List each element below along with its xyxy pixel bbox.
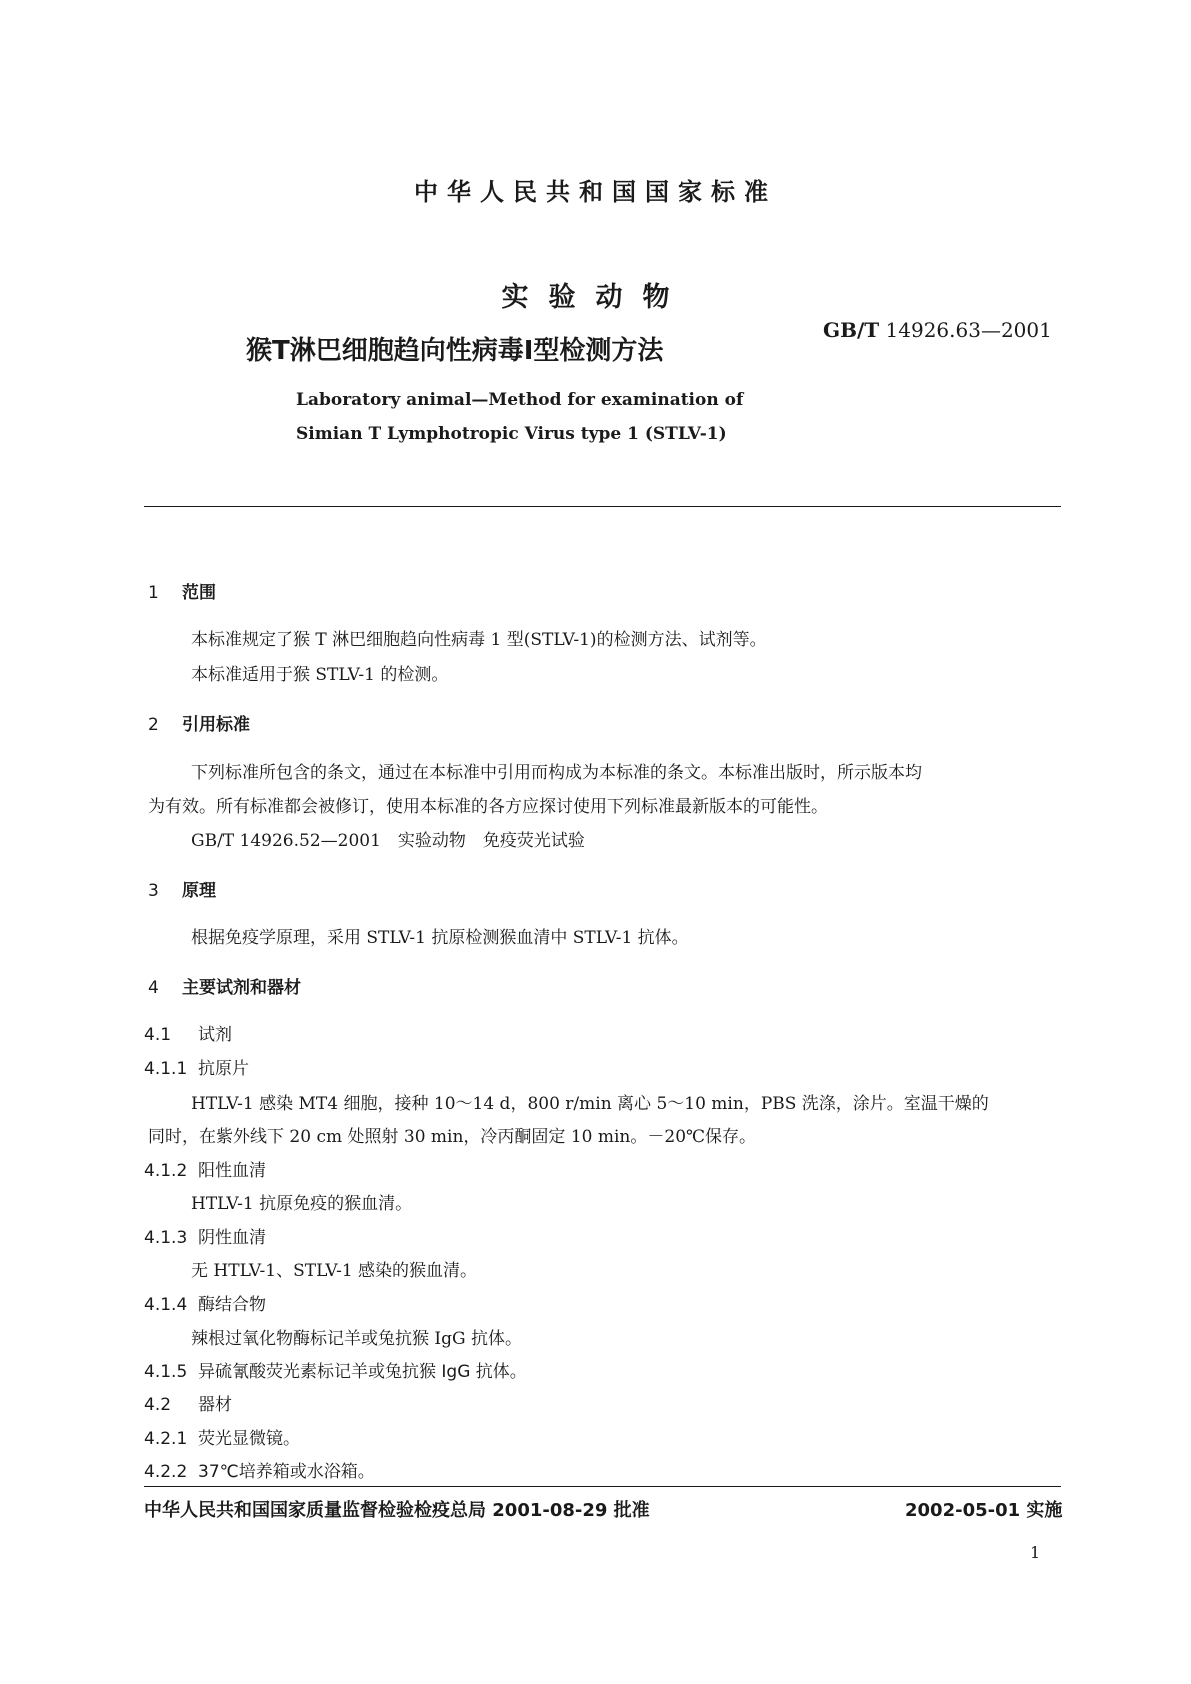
section-2-heading: [148, 710, 250, 735]
item-number: 4.2.1: [144, 1429, 188, 1449]
section-number: 2: [148, 715, 159, 735]
section-2-paragraph-line2: 为有效。所有标准都会被修订，使用本标准的各方应探讨使用下列标准最新版本的可能性。: [148, 797, 828, 817]
section-title: 引用标准: [182, 715, 250, 735]
section-2-reference: GB/T 14926.52—2001 实验动物 免疫荧光试验: [191, 831, 585, 851]
item-number: 4.1: [144, 1025, 172, 1045]
standard-number-code: 14926.63—2001: [885, 318, 1052, 342]
item-4-2: [144, 1390, 232, 1415]
standard-number: [823, 318, 1052, 342]
item-label: 异硫氰酸荧光素标记羊或兔抗猴 IgG 抗体。: [198, 1362, 527, 1382]
item-4-1-2-text: HTLV-1 抗原免疫的猴血清。: [191, 1194, 413, 1214]
item-number: 4.1.4: [144, 1295, 188, 1315]
item-label: 荧光显微镜。: [198, 1429, 300, 1449]
section-title: 范围: [182, 583, 216, 603]
section-title: 原理: [182, 881, 216, 901]
item-number: 4.2: [144, 1395, 172, 1415]
section-1-heading: [148, 578, 216, 603]
title-english-line1: Laboratory animal—Method for examination of: [296, 390, 744, 410]
item-number: 4.1.5: [144, 1362, 188, 1382]
item-4-1-3: [144, 1223, 266, 1248]
section-3-paragraph: 根据免疫学原理，采用 STLV-1 抗原检测猴血清中 STLV-1 抗体。: [191, 928, 689, 948]
item-4-1-1-text-line1: HTLV-1 感染 MT4 细胞，接种 10～14 d，800 r/min 离心 5～10 min，PBS 洗涤，涂片。室温干燥的: [191, 1094, 989, 1114]
title-chinese-line1: 实验动物: [501, 282, 690, 313]
item-label: 试剂: [198, 1025, 232, 1045]
title-chinese-line2: 猴T淋巴细胞趋向性病毒Ⅰ型检测方法: [246, 336, 664, 366]
section-title: 主要试剂和器材: [182, 978, 301, 998]
item-4-1: [144, 1020, 232, 1045]
item-4-1-1: [144, 1054, 249, 1079]
header-divider: [144, 506, 1061, 507]
item-4-1-1-text-line2: 同时，在紫外线下 20 cm 处照射 30 min，冷丙酮固定 10 min。－20℃保存。: [148, 1127, 757, 1147]
item-label: 器材: [198, 1395, 232, 1415]
item-label: 阳性血清: [198, 1161, 266, 1181]
item-4-2-1: [144, 1424, 300, 1449]
section-number: 3: [148, 881, 159, 901]
section-1-paragraph-1: 本标准规定了猴 T 淋巴细胞趋向性病毒 1 型(STLV-1)的检测方法、试剂等。: [191, 630, 767, 650]
item-number: 4.1.2: [144, 1161, 188, 1181]
national-standard-header: 中华人民共和国国家标准: [414, 178, 777, 206]
page-number: 1: [1030, 1543, 1041, 1562]
standard-number-prefix: GB/T: [823, 318, 880, 342]
section-1-paragraph-2: 本标准适用于猴 STLV-1 的检测。: [191, 665, 449, 685]
item-number: 4.1.3: [144, 1228, 188, 1248]
approval-statement: 中华人民共和国国家质量监督检验检疫总局 2001-08-29 批准: [144, 1500, 650, 1521]
section-3-heading: [148, 876, 216, 901]
item-4-1-3-text: 无 HTLV-1、STLV-1 感染的猴血清。: [191, 1261, 478, 1281]
item-label: 抗原片: [198, 1059, 249, 1079]
item-number: 4.2.2: [144, 1462, 188, 1482]
implementation-date: 2002-05-01 实施: [905, 1500, 1063, 1521]
section-2-paragraph-line1: 下列标准所包含的条文，通过在本标准中引用而构成为本标准的条文。本标准出版时，所示版本均: [191, 763, 922, 783]
item-4-1-2: [144, 1156, 266, 1181]
section-number: 1: [148, 583, 159, 603]
item-4-1-4-text: 辣根过氧化物酶标记羊或兔抗猴 IgG 抗体。: [191, 1329, 522, 1349]
item-4-2-2: [144, 1457, 375, 1482]
item-4-1-4: [144, 1290, 266, 1315]
section-4-heading: [148, 973, 301, 998]
footer-divider: [144, 1486, 1061, 1487]
item-label: 阴性血清: [198, 1228, 266, 1248]
item-4-1-5: [144, 1357, 527, 1382]
title-english-line2: Simian T Lymphotropic Virus type 1 (STLV-1): [296, 424, 727, 444]
item-label: 酶结合物: [198, 1295, 266, 1315]
item-label: 37℃培养箱或水浴箱。: [198, 1462, 375, 1482]
item-number: 4.1.1: [144, 1059, 188, 1079]
section-number: 4: [148, 978, 159, 998]
